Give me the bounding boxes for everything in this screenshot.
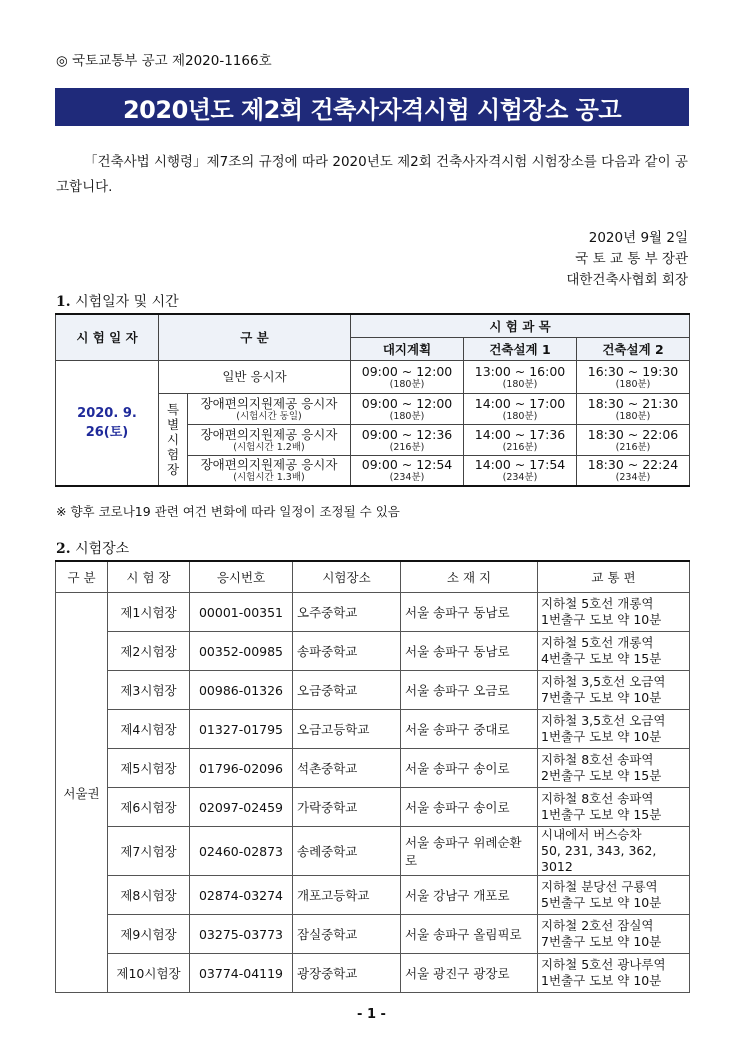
time-range: 14:00 ~ 17:36 [474,426,566,442]
intro-paragraph [56,150,692,200]
header-subjects: 시 험 과 목 [351,314,690,337]
address-cell: 서울 송파구 송이로 [401,749,538,788]
transport-line: 지하철 5호선 개롱역 [541,596,654,611]
school-cell: 송파중학교 [293,632,401,671]
transport-line: 지하철 분당선 구룡역 [541,879,658,894]
venue-table [55,560,690,993]
transport-line: 지하철 2호선 잠실역 [541,918,654,933]
exam-date: 2020. 9. 26(토) [56,360,159,486]
address-cell: 서울 송파구 중대로 [401,710,538,749]
time-cell [577,455,690,486]
hall-cell: 제2시험장 [108,632,190,671]
intro-text: 「건축사법 시행령」제7조의 규정에 따라 2020년도 제2회 건축사자격시험 시험장소를 다음과 같이 공고합니다. [56,154,688,195]
range-cell: 01796-02096 [190,749,293,788]
transport-cell [538,710,690,749]
school-cell: 가락중학교 [293,788,401,827]
address-cell: 서울 송파구 동남로 [401,593,538,632]
special-char: 별 [166,416,180,432]
transport-line: 지하철 8호선 송파역 [541,752,654,767]
time-range: 14:00 ~ 17:00 [474,395,566,411]
section-1-title: 시험일자 및 시간 [75,294,179,310]
time-cell [464,455,577,486]
time-duration: (180분) [389,410,425,422]
section-2-title: 시험장소 [75,541,130,557]
school-cell: 오금고등학교 [293,710,401,749]
address-cell: 서울 송파구 동남로 [401,632,538,671]
time-cell [577,360,690,393]
transport-cell [538,954,690,993]
transport-cell [538,915,690,954]
transport-cell [538,671,690,710]
time-range: 18:30 ~ 22:06 [587,426,679,442]
time-range: 16:30 ~ 19:30 [587,363,679,379]
row-label-text: 장애편의지원제공 응시자 [200,426,338,442]
time-duration: (180분) [389,378,425,390]
row-label-note: (시험시간 동일) [236,410,302,422]
school-cell: 오주중학교 [293,593,401,632]
signature-block [566,228,688,291]
hall-cell: 제8시험장 [108,876,190,915]
hall-cell: 제4시험장 [108,710,190,749]
time-duration: (216분) [615,441,651,453]
special-char: 장 [166,461,180,477]
table-row [56,710,690,749]
signature-date: 2020년 9월 2일 [588,230,688,246]
transport-line: 4번출구 도보 약 15분 [541,651,662,666]
time-cell [464,393,577,424]
range-cell: 03774-04119 [190,954,293,993]
row-label [188,455,351,486]
transport-line: 지하철 3,5호선 오금역 [541,674,666,689]
time-duration: (234분) [502,472,538,484]
address-cell: 서울 송파구 송이로 [401,788,538,827]
time-cell [351,360,464,393]
signature-line1: 국 토 교 통 부 장관 [575,251,688,267]
section-2-number: 2. [56,541,71,557]
time-cell [351,455,464,486]
time-duration: (216분) [389,441,425,453]
row-label [188,424,351,455]
schedule-note: ※ 향후 코로나19 관련 여건 변화에 따라 일정이 조정될 수 있음 [56,504,400,519]
transport-cell [538,876,690,915]
section-1-heading [56,291,179,311]
range-cell: 00986-01326 [190,671,293,710]
time-range: 13:00 ~ 16:00 [474,363,566,379]
transport-line: 지하철 8호선 송파역 [541,791,654,806]
time-duration: (216분) [502,441,538,453]
table-row [56,632,690,671]
time-cell [464,360,577,393]
transport-line: 지하철 5호선 광나루역 [541,957,666,972]
time-duration: (234분) [389,472,425,484]
time-duration: (180분) [502,410,538,422]
transport-line: 1번출구 도보 약 10분 [541,973,662,988]
time-range: 18:30 ~ 21:30 [587,395,679,411]
special-char: 시 [166,431,180,447]
table-row [56,915,690,954]
time-range: 09:00 ~ 12:00 [361,395,453,411]
schedule-table [55,313,690,487]
school-cell: 잠실중학교 [293,915,401,954]
school-cell: 오금중학교 [293,671,401,710]
time-duration: (180분) [502,378,538,390]
address-cell: 서울 송파구 위례순환로 [401,827,538,876]
range-cell: 02874-03274 [190,876,293,915]
transport-line: 지하철 3,5호선 오금역 [541,713,666,728]
transport-cell [538,593,690,632]
transport-line: 7번출구 도보 약 10분 [541,690,662,705]
row-label-text: 장애편의지원제공 응시자 [200,395,338,411]
hall-cell: 제9시험장 [108,915,190,954]
range-cell: 03275-03773 [190,915,293,954]
table-row [56,749,690,788]
address-cell: 서울 송파구 오금로 [401,671,538,710]
time-duration: (180분) [615,410,651,422]
transport-cell [538,749,690,788]
range-cell: 02097-02459 [190,788,293,827]
subject-1: 대지계획 [351,337,464,360]
venue-header: 시험장소 [293,561,401,593]
transport-line: 50, 231, 343, 362, 3012 [541,843,657,874]
time-cell [351,424,464,455]
range-cell: 02460-02873 [190,827,293,876]
transport-line: 시내에서 버스승차 [541,827,642,842]
transport-line: 지하철 5호선 개롱역 [541,635,654,650]
row-label [159,360,351,393]
document-title [55,88,689,126]
venue-header: 구 분 [56,561,108,593]
time-cell [577,424,690,455]
address-cell: 서울 송파구 올림픽로 [401,915,538,954]
school-cell: 광장중학교 [293,954,401,993]
venue-header: 응시번호 [190,561,293,593]
special-char: 특 [166,401,180,417]
row-label-text: 일반 응시자 [222,369,287,384]
hall-cell: 제7시험장 [108,827,190,876]
transport-cell [538,632,690,671]
section-1-number: 1. [56,294,71,310]
time-cell [464,424,577,455]
special-venue-label [159,393,188,486]
row-label-text: 장애편의지원제공 응시자 [200,457,338,473]
table-row [56,876,690,915]
transport-cell [538,788,690,827]
row-label [188,393,351,424]
time-duration: (180분) [615,378,651,390]
title-text: 2020년도 제2회 건축사자격시험 시험장소 공고 [122,95,622,124]
school-cell: 송례중학교 [293,827,401,876]
address-cell: 서울 강남구 개포로 [401,876,538,915]
time-cell [577,393,690,424]
row-label-note: (시험시간 1.2배) [233,441,305,453]
transport-line: 2번출구 도보 약 15분 [541,768,662,783]
time-range: 09:00 ~ 12:00 [361,363,453,379]
notice-number: ◎ 국토교통부 공고 제2020-1166호 [56,53,272,69]
table-row [56,954,690,993]
school-cell: 개포고등학교 [293,876,401,915]
venue-header: 시 험 장 [108,561,190,593]
hall-cell: 제6시험장 [108,788,190,827]
venue-header: 교 통 편 [538,561,690,593]
table-row [56,788,690,827]
special-char: 험 [166,446,180,462]
transport-line: 7번출구 도보 약 10분 [541,934,662,949]
time-range: 18:30 ~ 22:24 [587,457,679,473]
subject-3: 건축설계 2 [577,337,690,360]
transport-cell [538,827,690,876]
row-label-note: (시험시간 1.3배) [233,472,305,484]
school-cell: 석촌중학교 [293,749,401,788]
time-duration: (234분) [615,472,651,484]
hall-cell: 제5시험장 [108,749,190,788]
page-number: - 1 - [357,1007,386,1022]
table-row [56,593,690,632]
address-cell: 서울 광진구 광장로 [401,954,538,993]
hall-cell: 제10시험장 [108,954,190,993]
range-cell: 00001-00351 [190,593,293,632]
time-cell [351,393,464,424]
header-type: 구 분 [159,314,351,360]
hall-cell: 제3시험장 [108,671,190,710]
transport-line: 1번출구 도보 약 10분 [541,729,662,744]
transport-line: 1번출구 도보 약 15분 [541,807,662,822]
transport-line: 5번출구 도보 약 10분 [541,895,662,910]
header-exam-date: 시 험 일 자 [56,314,159,360]
section-2-heading [56,538,129,558]
table-row [56,827,690,876]
signature-line2: 대한건축사협회 회장 [566,272,688,288]
venue-header: 소 재 지 [401,561,538,593]
region-cell: 서울권 [56,593,108,993]
transport-line: 1번출구 도보 약 10분 [541,612,662,627]
subject-2: 건축설계 1 [464,337,577,360]
range-cell: 01327-01795 [190,710,293,749]
hall-cell: 제1시험장 [108,593,190,632]
time-range: 09:00 ~ 12:36 [361,426,453,442]
range-cell: 00352-00985 [190,632,293,671]
time-range: 14:00 ~ 17:54 [474,457,566,473]
table-row [56,671,690,710]
time-range: 09:00 ~ 12:54 [361,457,453,473]
